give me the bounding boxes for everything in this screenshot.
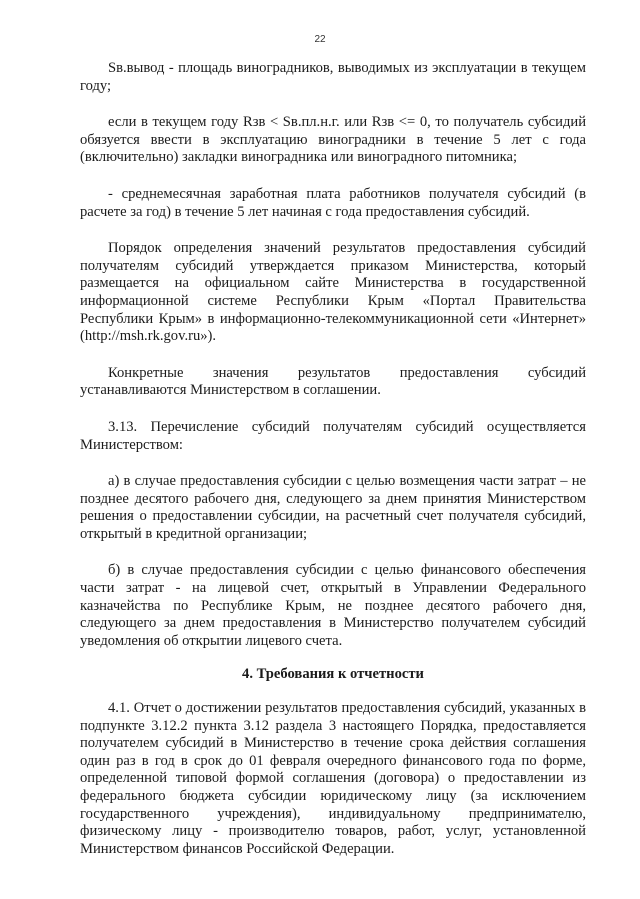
- paragraph-4-1: 4.1. Отчет о достижении результатов предоставления субсидий, указанных в подпункте 3.12.2 пункта 3.12 раздела 3 настоящего Порядка, предоставляется получателем субсидий в Министерство в течение срока действия соглашения один раз в год в срок до 01 февраля очередного финансового года по форме, определенной типовой формой соглашения (договора) о предоставлении из федерального бюджета субсидии юридическому лицу (за исключением государственного учреждения), индивидуальному предпринимателю, физическому лицу - производителю товаров, работ, услуг, установленной Министерством финансов Российской Федерации.: [80, 700, 586, 857]
- paragraph-sb-vyvod: Sв.вывод - площадь виноградников, выводимых из эксплуатации в текущем году;: [80, 60, 586, 94]
- section-heading: 4. Требования к отчетности: [242, 666, 424, 683]
- paragraph-item-a: а) в случае предоставления субсидии с целью возмещения части затрат – не позднее десятого рабочего дня, следующего за днем принятия Министерством решения о предоставлении субсидии, на расчетный счет получателя субсидий, открытый в кредитной организации;: [80, 473, 586, 542]
- paragraph-concrete-values: Конкретные значения результатов предоставления субсидий устанавливаются Министерством в соглашении.: [80, 364, 586, 399]
- paragraph-procedure: Порядок определения значений результатов предоставления субсидий получателям субсидий утверждается приказом Министерства, который размещается на официальном сайте Министерства в государственной информационной системе Республики Крым «Портал Правительства Республики Крым» в информационно-телекоммуникационной сети «Интернет» (http://msh.rk.gov.ru»).: [80, 240, 586, 345]
- page-number: 22: [314, 34, 326, 45]
- paragraph-3-13: 3.13. Перечисление субсидий получателям субсидий осуществляется Министерством:: [80, 418, 586, 453]
- document-body: [80, 60, 586, 858]
- paragraph-condition: если в текущем году Rзв < Sв.пл.н.г. или Rзв <= 0, то получатель субсидий обязуется ввести в эксплуатацию виноградники в течение 5 лет с года (включительно) закладки виноградника или виноградного питомника;: [80, 114, 586, 166]
- paragraph-salary: - среднемесячная заработная плата работников получателя субсидий (в расчете за год) в течение 5 лет начиная с года предоставления субсидий.: [80, 185, 586, 220]
- paragraph-item-b: б) в случае предоставления субсидии с целью финансового обеспечения части затрат - на лицевой счет, открытый в Управлении Федерального казначейства по Республике Крым, не позднее десятого рабочего дня, следующего за днем предоставления в Министерство получателем субсидий уведомления об открытии лицевого счета.: [80, 562, 586, 649]
